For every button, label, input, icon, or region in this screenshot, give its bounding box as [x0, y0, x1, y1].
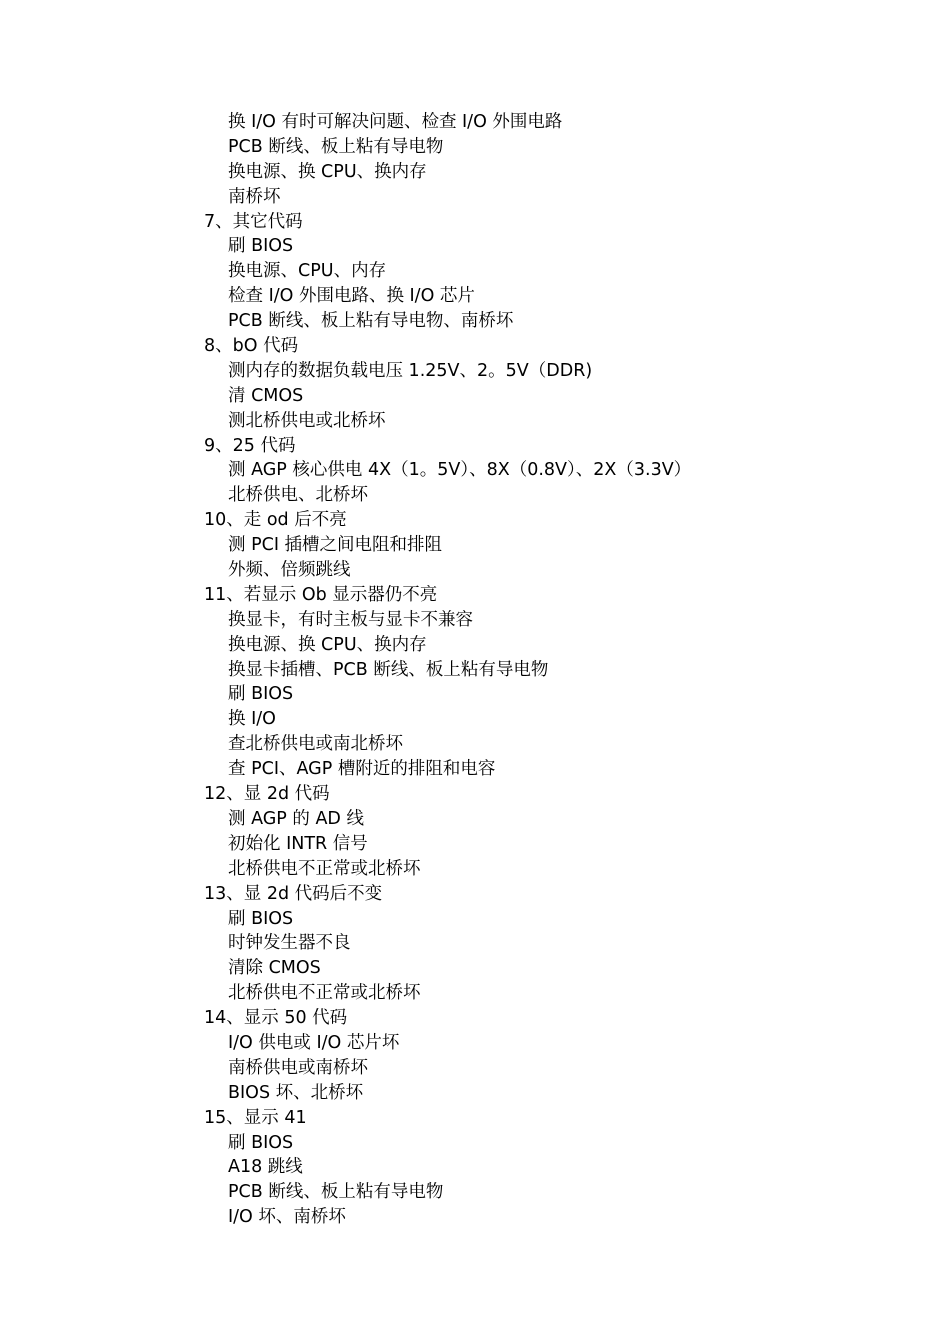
section-heading: 11、若显示 Ob 显示器仍不亮	[204, 584, 438, 605]
list-item: PCB 断线、板上粘有导电物	[228, 136, 444, 157]
list-item: 查北桥供电或南北桥坏	[228, 734, 403, 755]
list-item: 初始化 INTR 信号	[228, 833, 368, 854]
list-item: 查 PCI、AGP 槽附近的排阻和电容	[228, 759, 496, 780]
list-item: 换 I/O 有时可解决问题、检查 I/O 外围电路	[228, 112, 563, 132]
list-item: I/O 坏、南桥坏	[228, 1207, 346, 1228]
list-item: 换显卡，有时主板与显卡不兼容	[228, 609, 473, 630]
list-item: 测 AGP 的 AD 线	[228, 808, 364, 829]
list-item: BIOS 坏、北桥坏	[228, 1082, 364, 1103]
list-item: 测北桥供电或北桥坏	[228, 410, 386, 431]
document-page	[0, 110, 950, 1230]
list-item: 北桥供电不正常或北桥坏	[228, 983, 421, 1004]
list-item: 换电源、换 CPU、换内存	[228, 161, 427, 182]
list-item: 换显卡插槽、PCB 断线、板上粘有导电物	[228, 659, 549, 680]
list-item: 刷 BIOS	[228, 1132, 294, 1153]
list-item: I/O 供电或 I/O 芯片坏	[228, 1032, 400, 1053]
list-item: 测 AGP 核心供电 4X（1。5V）、8X（0.8V）、2X（3.3V）	[228, 460, 692, 481]
list-item: 北桥供电、北桥坏	[228, 485, 368, 506]
section-heading: 12、显 2d 代码	[204, 784, 330, 805]
list-item: 清 CMOS	[228, 385, 304, 406]
section-heading: 10、走 od 后不亮	[204, 510, 347, 531]
list-item: 测内存的数据负载电压 1.25V、2。5V（DDR)	[228, 360, 593, 381]
list-item: 换电源、换 CPU、换内存	[228, 634, 427, 655]
list-item: PCB 断线、板上粘有导电物	[228, 1182, 444, 1203]
list-item: 刷 BIOS	[228, 908, 294, 929]
list-item: 时钟发生器不良	[228, 933, 351, 954]
section-heading: 9、25 代码	[204, 435, 296, 456]
list-item: A18 跳线	[228, 1157, 303, 1178]
list-item: PCB 断线、板上粘有导电物、南桥坏	[228, 311, 514, 332]
troubleshooting-list	[0, 110, 950, 1230]
section-heading: 13、显 2d 代码后不变	[204, 883, 383, 904]
list-item: 北桥供电不正常或北桥坏	[228, 858, 421, 879]
list-item: 南桥供电或南桥坏	[228, 1057, 368, 1078]
list-item: 换 I/O	[228, 709, 276, 730]
list-item: 测 PCI 插槽之间电阻和排阻	[228, 535, 443, 556]
section-heading: 7、其它代码	[204, 211, 303, 232]
section-heading: 14、显示 50 代码	[204, 1008, 348, 1029]
list-item: 清除 CMOS	[228, 958, 321, 979]
list-item: 检查 I/O 外围电路、换 I/O 芯片	[228, 286, 475, 307]
list-item: 刷 BIOS	[228, 236, 294, 257]
list-item: 外频、倍频跳线	[228, 560, 351, 581]
list-item: 刷 BIOS	[228, 684, 294, 705]
list-item: 南桥坏	[228, 186, 281, 207]
section-heading: 8、bO 代码	[204, 336, 299, 357]
list-item: 换电源、CPU、内存	[228, 261, 387, 282]
section-heading: 15、显示 41	[204, 1107, 307, 1128]
